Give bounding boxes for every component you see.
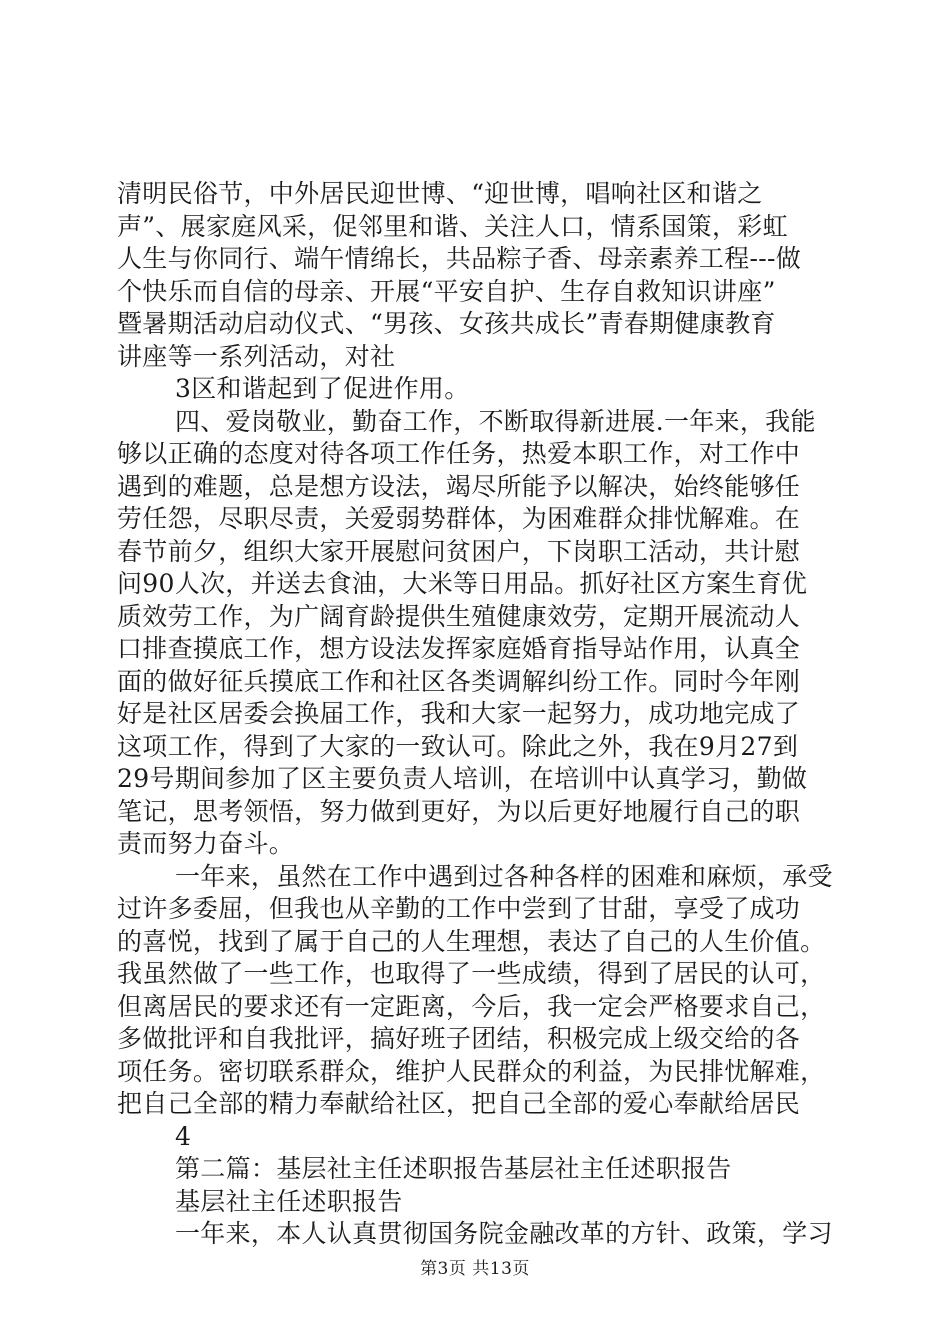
text-line: 四、爱岗敬业，勤奋工作，不断取得新进展.一年来，我能 [175,406,816,436]
section-subtitle: 基层社主任述职报告 [175,1186,403,1216]
text-line: 29号期间参加了区主要负责人培训，在培训中认真学习，勤做 [117,764,808,793]
text-line: 4 [175,1121,192,1151]
text-line: 口排查摸底工作，想方设法发挥家庭婚育指导站作用，认真全 [117,634,801,663]
text-line: 一年来，本人认真贯彻国务院金融改革的方针、政策，学习 [175,1219,833,1248]
text-line: 暨暑期活动启动仪式、“男孩、女孩共成长”青春期健康教育 [117,309,776,338]
text-line: 春节前夕，组织大家开展慰问贫困户，下岗职工活动，共计慰 [117,536,801,566]
page-footer [0,1254,950,1279]
text-line: 3区和谐起到了促进作用。 [175,374,470,403]
text-line: 过许多委屈，但我也从辛勤的工作中尝到了甘甜，享受了成功 [117,894,801,923]
text-line: 问90人次，并送去食油，大米等日用品。抓好社区方案生育优 [117,569,808,598]
text-line: 声”、展家庭风采，促邻里和谐、关注人口，情系国策，彩虹 [117,211,788,241]
text-line: 质效劳工作，为广阔育龄提供生殖健康效劳，定期开展流动人 [117,601,801,631]
text-line: 项任务。密切联系群众，维护人民群众的利益，为民排忧解难， [117,1056,826,1086]
text-line: 责而努力奋斗。 [117,829,295,858]
text-line: 但离居民的要求还有一定距离，今后，我一定会严格要求自己， [117,991,826,1021]
text-line: 笔记，思考领悟，努力做到更好，为以后更好地履行自己的职 [117,796,801,826]
text-line: 面的做好征兵摸底工作和社区各类调解纠纷工作。同时今年刚 [117,666,801,696]
text-line: 够以正确的态度对待各项工作任务，热爱本职工作，对工作中 [117,439,801,468]
body-text [117,178,837,1251]
text-line: 一年来，虽然在工作中遇到过各种各样的困难和麻烦，承受 [175,861,833,891]
text-line: 我虽然做了一些工作，也取得了一些成绩，得到了居民的认可， [117,959,826,988]
text-line: 多做批评和自我批评，搞好班子团结，积极完成上级交给的各 [117,1024,801,1053]
text-line: 个快乐而自信的母亲、开展“平安自护、生存自救知识讲座” [117,276,776,306]
text-line: 清明民俗节，中外居民迎世博、“迎世博，唱响社区和谐之 [117,179,763,208]
text-line: 劳任怨，尽职尽责，关爱弱势群体，为困难群众排忧解难。在 [117,504,801,533]
text-line: 讲座等一系列活动，对社 [117,341,396,371]
text-line: 遇到的难题，总是想方设法，竭尽所能予以解决，始终能够任 [117,471,801,501]
text-line: 把自己全部的精力奉献给社区，把自己全部的爱心奉献给居民 [117,1089,801,1118]
text-line: 这项工作，得到了大家的一致认可。除此之外，我在9月27到 [117,731,799,761]
section-heading: 第二篇：基层社主任述职报告基层社主任述职报告 [175,1154,732,1183]
text-line: 好是社区居委会换届工作，我和大家一起努力，成功地完成了 [117,699,801,728]
page-number: 第3页 共13页 [420,1259,530,1279]
text-line: 的喜悦，找到了属于自己的人生理想，表达了自己的人生价值。 [117,926,826,956]
text-line: 人生与你同行、端午情绵长，共品粽子香、母亲素养工程---做 [117,244,802,273]
